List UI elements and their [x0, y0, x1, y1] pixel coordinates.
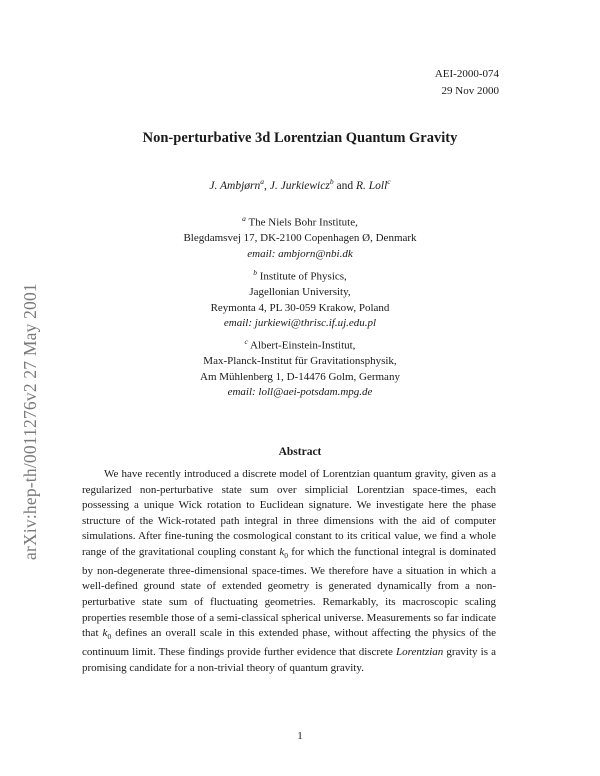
author-mark: a	[260, 177, 265, 186]
report-number: AEI-2000-074	[434, 68, 499, 80]
abstract-emphasis: Lorentzian	[396, 645, 444, 658]
abstract-text: We have recently introduced a discrete model of Lorentzian quantum gravity, given as a regularized non-perturbative state sum over simplicial Lorentzian space-times, each possessing a unique Wick rotation to Euclidean signature. We investigate here the phase structure of the Wick-rotated path integral in three dimensions with the aid of computer simulations. After fine-tuning the cosmological constant to its critical value, we find a whole range of the gravitational coupling constant	[82, 468, 496, 558]
coupling-subscript: 0	[284, 551, 289, 561]
coupling-symbol: k	[102, 627, 108, 640]
author-separator: and	[333, 179, 356, 192]
author-separator: ,	[264, 179, 270, 192]
affiliation-email: email: loll@aei-potsdam.mpg.de	[227, 386, 373, 399]
author-list	[0, 177, 600, 192]
author-jurkiewicz: J. Jurkiewicz	[269, 179, 330, 192]
affiliation-line	[0, 334, 600, 354]
affiliation-name: Albert-Einstein-Institut,	[247, 339, 356, 352]
author-ambjorn: J. Ambjørn	[209, 179, 261, 192]
affiliation-address: Reymonta 4, PL 30-059 Krakow, Poland	[210, 301, 390, 314]
affiliation-aei	[0, 334, 600, 401]
affiliation-mark: b	[253, 268, 257, 277]
author-mark: b	[329, 177, 334, 186]
affiliation-uj	[0, 265, 600, 332]
affiliation-mark: a	[242, 214, 246, 223]
preprint-info	[435, 66, 499, 100]
abstract-heading: Abstract	[278, 446, 322, 458]
page-number: 1	[297, 730, 303, 742]
abstract-text: for which the functional integral is dominated by non-degenerate three-dimensional space-times. We therefore have a situation in which a well-defined ground state of extended geometry is generated dynamically from a non-perturbative state sum of fluctuating geometries. Remarkably, its macroscopic scaling properties resemble those of a semi-classical spherical universe. Measurements so far indicate that	[82, 545, 496, 640]
author-loll: R. Loll	[355, 179, 388, 192]
affiliation-name: The Niels Bohr Institute,	[245, 216, 358, 229]
author-mark: c	[387, 177, 391, 186]
affiliation-mark: c	[244, 337, 248, 346]
affiliation-address: Blegdamsvej 17, DK-2100 Copenhagen Ø, Denmark	[183, 232, 417, 245]
paper-title: Non-perturbative 3d Lorentzian Quantum Gravity	[142, 130, 458, 146]
affiliation-nbi	[0, 211, 600, 262]
abstract-body	[82, 467, 496, 676]
abstract-text: defines an overall scale in this extended phase, without affecting the physics of the continuum limit. These findings provide further evidence that discrete	[82, 627, 496, 658]
affiliation-email: email: ambjorn@nbi.dk	[247, 247, 353, 260]
arxiv-identifier: arXiv:hep-th/0011276v2 27 May 2001	[20, 283, 40, 560]
affiliation-line	[0, 211, 600, 231]
affiliation-address: Am Mühlenberg 1, D-14476 Golm, Germany	[200, 370, 400, 383]
affiliation-line	[0, 265, 600, 285]
affiliation-email: email: jurkiewi@thrisc.if.uj.edu.pl	[223, 317, 377, 330]
affiliation-name: Institute of Physics,	[256, 270, 347, 283]
affiliation-dept: Max-Planck-Institut für Gravitationsphysik,	[203, 355, 397, 368]
abstract-text: gravity is a promising candidate for a non-trivial theory of quantum gravity.	[82, 645, 496, 674]
coupling-symbol: k	[279, 545, 285, 558]
coupling-subscript: 0	[107, 632, 112, 642]
affiliation-dept: Jagellonian University,	[249, 286, 351, 299]
preprint-date: 29 Nov 2000	[441, 85, 499, 97]
